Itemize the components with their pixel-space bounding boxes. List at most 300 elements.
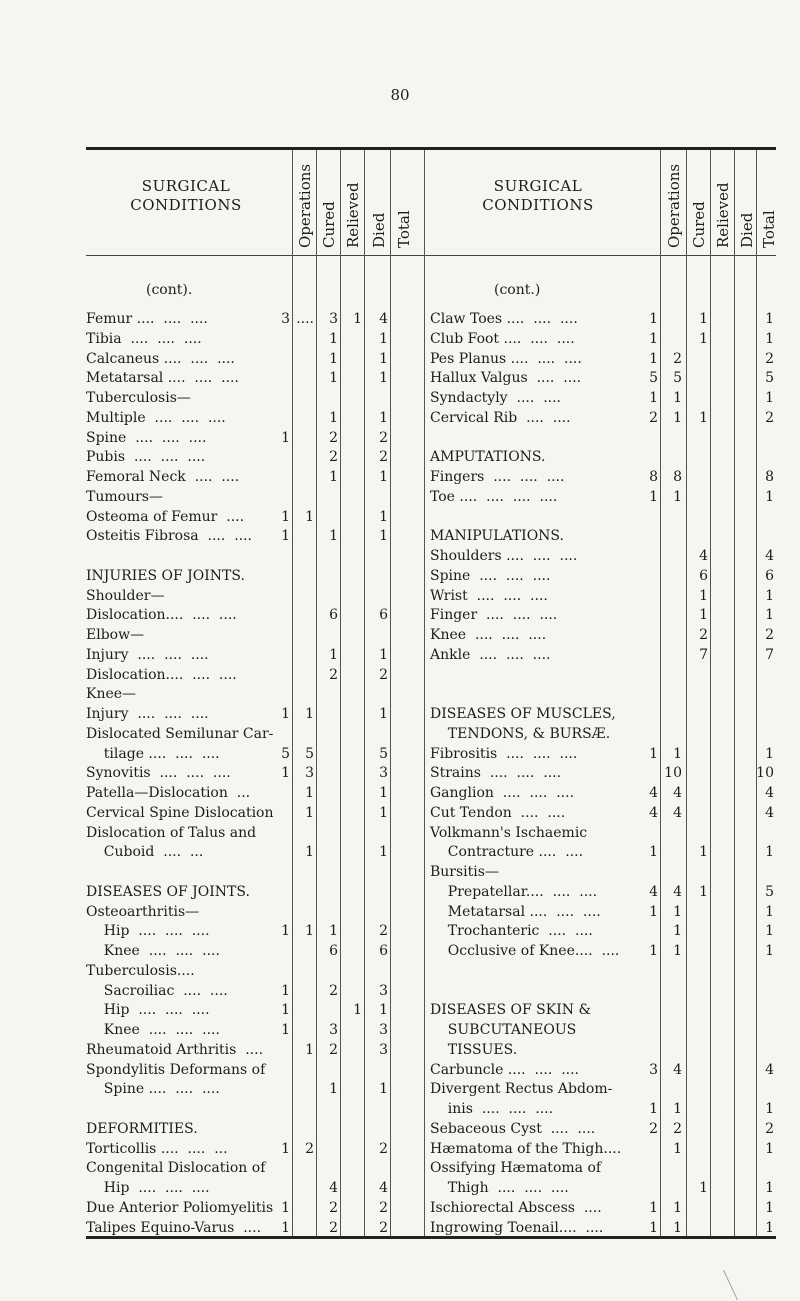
right-cell-cured: 1 bbox=[673, 903, 682, 920]
right-table-row bbox=[0, 981, 800, 1001]
left-row-label: Shoulder— bbox=[86, 587, 165, 604]
left-row-label: Dislocation.... .... .... bbox=[86, 666, 237, 683]
right-cont-label: (cont.) bbox=[494, 282, 541, 298]
right-cell-op: 1 bbox=[649, 903, 658, 920]
left-row-label: INJURIES OF JOINTS. bbox=[86, 567, 245, 584]
left-cell-cured: 1 bbox=[305, 706, 314, 722]
right-cell-cured: 4 bbox=[673, 883, 682, 900]
right-cell-cured: 1 bbox=[673, 1140, 682, 1157]
right-table-row bbox=[0, 1000, 800, 1020]
right-row-label: Ankle .... .... .... bbox=[430, 646, 551, 663]
right-row-label: AMPUTATIONS. bbox=[430, 449, 546, 466]
left-row-label: Spine .... .... .... bbox=[86, 1081, 220, 1098]
right-col-died: Died bbox=[738, 212, 756, 248]
right-table-row bbox=[0, 408, 800, 428]
right-cell-op: 1 bbox=[649, 844, 658, 861]
page-number: 80 bbox=[390, 86, 410, 104]
right-table-row bbox=[0, 941, 800, 961]
left-row-label: Dislocated Semilunar Car- bbox=[86, 725, 274, 742]
right-cell-total: 1 bbox=[765, 923, 774, 940]
right-cell-op: 2 bbox=[649, 1120, 658, 1137]
right-cell-total: 1 bbox=[765, 488, 774, 505]
left-col-cured: Cured bbox=[320, 201, 338, 248]
left-row-label: Tuberculosis— bbox=[86, 390, 191, 406]
right-cell-cured: 1 bbox=[673, 943, 682, 959]
left-cell-cured: 2 bbox=[305, 1140, 314, 1157]
right-table-row bbox=[0, 507, 800, 527]
right-row-label: Knee .... .... .... bbox=[430, 627, 547, 643]
right-cell-total: 2 bbox=[765, 350, 774, 367]
left-row-label: Calcaneus .... .... .... bbox=[86, 350, 235, 367]
left-cell-op: 1 bbox=[281, 1022, 290, 1038]
right-table-row bbox=[0, 1060, 800, 1080]
right-cell-total: 1 bbox=[765, 311, 774, 327]
right-cell-rel: 1 bbox=[699, 409, 708, 426]
left-cell-total: 1 bbox=[379, 330, 388, 347]
left-row-label: Patella—Dislocation ... bbox=[86, 785, 251, 801]
left-cell-op: 1 bbox=[281, 923, 290, 940]
right-table-row bbox=[0, 309, 800, 329]
left-cell-op: 3 bbox=[281, 311, 290, 327]
left-row-label: Spine .... .... .... bbox=[86, 429, 207, 446]
left-col-relieved: Relieved bbox=[344, 182, 362, 248]
right-row-label: TISSUES. bbox=[430, 1041, 518, 1058]
right-table-row bbox=[0, 882, 800, 902]
left-cell-cured: 1 bbox=[305, 508, 314, 525]
right-table-row bbox=[0, 921, 800, 941]
right-row-label: Finger .... .... .... bbox=[430, 607, 558, 624]
left-cell-total: 2 bbox=[379, 1219, 388, 1236]
right-cell-op: 4 bbox=[649, 883, 658, 900]
right-cell-total: 1 bbox=[765, 1199, 774, 1216]
right-table-row bbox=[0, 526, 800, 546]
left-cell-rel: 1 bbox=[329, 528, 338, 545]
right-cell-op: 1 bbox=[649, 1219, 658, 1236]
left-cell-total: 2 bbox=[379, 923, 388, 940]
left-cell-total: 2 bbox=[379, 1140, 388, 1157]
right-table-row bbox=[0, 862, 800, 882]
right-cell-total: 1 bbox=[765, 745, 774, 762]
right-cell-rel: 1 bbox=[699, 844, 708, 861]
right-row-label: Hæmatoma of the Thigh.... bbox=[430, 1140, 622, 1157]
right-row-label: Fingers .... .... .... bbox=[430, 469, 565, 485]
right-cell-total: 1 bbox=[765, 330, 774, 347]
right-row-label: Volkmann's Ischaemic bbox=[430, 824, 588, 841]
right-row-label: Prepatellar.... .... .... bbox=[430, 883, 598, 900]
left-cell-total: 3 bbox=[379, 1022, 388, 1038]
left-col-died: Died bbox=[370, 212, 388, 248]
left-cell-total: 1 bbox=[379, 508, 388, 525]
left-row-label: Cervical Spine Dislocation bbox=[86, 804, 274, 821]
right-cell-total: 1 bbox=[765, 844, 774, 861]
right-cell-total: 1 bbox=[765, 1101, 774, 1117]
right-cell-total: 10 bbox=[756, 765, 774, 782]
left-cell-total: 1 bbox=[379, 1081, 388, 1098]
right-col-operations: Operations bbox=[665, 163, 683, 248]
left-row-label: Osteoarthritis— bbox=[86, 903, 200, 920]
right-cell-cured: 1 bbox=[673, 488, 682, 505]
left-cell-total: 6 bbox=[379, 607, 388, 624]
right-cell-op: 1 bbox=[649, 943, 658, 959]
left-cell-rel: 3 bbox=[329, 1022, 338, 1038]
left-header-title bbox=[86, 177, 286, 215]
left-header-title-line2: CONDITIONS bbox=[130, 196, 242, 214]
right-row-label: Ingrowing Toenail.... .... bbox=[430, 1219, 604, 1236]
left-row-label: Tuberculosis.... bbox=[86, 962, 195, 979]
right-cell-cured: 4 bbox=[673, 804, 682, 821]
right-cell-total: 4 bbox=[765, 1061, 774, 1078]
right-table-row bbox=[0, 349, 800, 369]
right-cell-op: 1 bbox=[649, 745, 658, 762]
right-cell-total: 1 bbox=[765, 390, 774, 406]
right-cell-op: 4 bbox=[649, 804, 658, 821]
right-cell-total: 1 bbox=[765, 943, 774, 959]
right-cell-total: 2 bbox=[765, 409, 774, 426]
right-table-row bbox=[0, 467, 800, 487]
left-cell-total: 5 bbox=[379, 745, 388, 762]
right-cell-total: 4 bbox=[765, 785, 774, 801]
left-cell-rel: 1 bbox=[329, 646, 338, 663]
right-table-row bbox=[0, 704, 800, 724]
left-cell-rel: 1 bbox=[329, 923, 338, 940]
left-cell-rel: 1 bbox=[329, 469, 338, 485]
right-row-label: DISEASES OF SKIN & bbox=[430, 1002, 591, 1019]
right-table-row bbox=[0, 823, 800, 843]
left-row-label: Talipes Equino-Varus .... bbox=[86, 1219, 262, 1236]
left-cell-op: 1 bbox=[281, 429, 290, 446]
left-cell-total: 1 bbox=[379, 804, 388, 821]
right-table-row bbox=[0, 1020, 800, 1040]
left-row-label: Multiple .... .... .... bbox=[86, 409, 226, 426]
right-row-label: DISEASES OF MUSCLES, bbox=[430, 706, 616, 722]
left-row-label: Dislocation of Talus and bbox=[86, 824, 257, 841]
right-cell-op: 1 bbox=[649, 330, 658, 347]
right-cell-total: 1 bbox=[765, 1180, 774, 1196]
right-table-row bbox=[0, 1079, 800, 1099]
left-row-label: Congenital Dislocation of bbox=[86, 1160, 266, 1177]
right-table-row bbox=[0, 1040, 800, 1060]
left-cell-total: 3 bbox=[379, 1041, 388, 1058]
right-table-row bbox=[0, 605, 800, 625]
left-row-label: Dislocation.... .... .... bbox=[86, 607, 237, 624]
left-cell-rel: 2 bbox=[329, 1041, 338, 1058]
right-cell-op: 1 bbox=[649, 1101, 658, 1117]
right-cell-total: 1 bbox=[765, 587, 774, 604]
left-col-operations: Operations bbox=[296, 163, 314, 248]
left-cell-cured: 1 bbox=[305, 785, 314, 801]
left-cell-op: 1 bbox=[281, 508, 290, 525]
right-row-label: Ossifying Hæmatoma of bbox=[430, 1160, 602, 1177]
right-table-row bbox=[0, 902, 800, 922]
left-row-label: Hip .... .... .... bbox=[86, 1180, 210, 1196]
left-row-label: Hip .... .... .... bbox=[86, 923, 210, 940]
right-row-label: Pes Planus .... .... .... bbox=[430, 350, 582, 367]
right-table-row bbox=[0, 724, 800, 744]
right-cell-op: 5 bbox=[649, 370, 658, 387]
right-row-label: Strains .... .... .... bbox=[430, 765, 562, 782]
left-cell-total: 2 bbox=[379, 449, 388, 466]
left-cell-rel: 2 bbox=[329, 1219, 338, 1236]
right-table-row bbox=[0, 684, 800, 704]
right-cell-op: 1 bbox=[649, 488, 658, 505]
right-row-label: Bursitis— bbox=[430, 864, 499, 880]
right-cell-op: 2 bbox=[649, 409, 658, 426]
right-cell-rel: 1 bbox=[699, 1180, 708, 1196]
left-cell-op: 1 bbox=[281, 765, 290, 782]
left-cell-rel: 1 bbox=[329, 370, 338, 387]
right-table-row bbox=[0, 625, 800, 645]
left-row-label: Osteoma of Femur .... bbox=[86, 508, 245, 525]
left-header-title-line1: SURGICAL bbox=[141, 177, 231, 195]
right-cell-op: 1 bbox=[649, 390, 658, 406]
left-row-label: Tumours— bbox=[86, 488, 163, 505]
left-cell-total: 3 bbox=[379, 765, 388, 782]
right-row-label: Metatarsal .... .... .... bbox=[430, 903, 601, 920]
right-table-row bbox=[0, 586, 800, 606]
right-table-row bbox=[0, 388, 800, 408]
left-cell-total: 1 bbox=[379, 706, 388, 722]
right-table-row bbox=[0, 447, 800, 467]
left-cell-rel: 6 bbox=[329, 943, 338, 959]
left-cell-rel: 2 bbox=[329, 982, 338, 999]
right-cell-total: 1 bbox=[765, 1219, 774, 1236]
right-header-title-line1: SURGICAL bbox=[493, 177, 583, 195]
left-cell-cured: 1 bbox=[305, 923, 314, 940]
right-table-row bbox=[0, 368, 800, 388]
right-row-label: Ischiorectal Abscess .... bbox=[430, 1199, 602, 1216]
right-cell-rel: 1 bbox=[699, 311, 708, 327]
left-row-label: Hip .... .... .... bbox=[86, 1002, 210, 1019]
left-cell-rel: 2 bbox=[329, 1199, 338, 1216]
right-row-label: Sebaceous Cyst .... .... bbox=[430, 1120, 596, 1137]
left-row-label: Osteitis Fibrosa .... .... bbox=[86, 528, 252, 545]
right-table-row bbox=[0, 842, 800, 862]
left-row-label: Rheumatoid Arthritis .... bbox=[86, 1041, 264, 1058]
right-row-label: Toe .... .... .... .... bbox=[430, 488, 558, 505]
left-cell-rel: 2 bbox=[329, 429, 338, 446]
right-row-label: SUBCUTANEOUS bbox=[430, 1022, 577, 1038]
right-table-row bbox=[0, 329, 800, 349]
right-row-label: Divergent Rectus Abdom- bbox=[430, 1081, 613, 1098]
left-cell-total: 4 bbox=[379, 311, 388, 327]
left-row-label: Femoral Neck .... .... bbox=[86, 469, 240, 485]
left-cell-op: 1 bbox=[281, 1140, 290, 1157]
right-row-label: Wrist .... .... .... bbox=[430, 587, 548, 604]
right-row-label: Club Foot .... .... .... bbox=[430, 330, 575, 347]
right-row-label: MANIPULATIONS. bbox=[430, 528, 564, 545]
right-cell-rel: 1 bbox=[699, 587, 708, 604]
left-cell-total: 1 bbox=[379, 844, 388, 861]
left-cell-total: 1 bbox=[379, 469, 388, 485]
table-top-rule bbox=[86, 147, 776, 150]
right-table-row bbox=[0, 763, 800, 783]
right-table-row bbox=[0, 665, 800, 685]
left-row-label: Synovitis .... .... .... bbox=[86, 765, 231, 782]
right-row-label: Spine .... .... .... bbox=[430, 567, 551, 584]
right-table-row bbox=[0, 744, 800, 764]
right-table-row bbox=[0, 803, 800, 823]
left-cell-total: 1 bbox=[379, 1002, 388, 1019]
right-cell-op: 1 bbox=[649, 1199, 658, 1216]
left-cell-total: 1 bbox=[379, 409, 388, 426]
left-row-label: Spondylitis Deformans of bbox=[86, 1061, 266, 1078]
right-cell-cured: 10 bbox=[664, 765, 682, 782]
header-rule bbox=[86, 255, 776, 256]
right-row-label: Trochanteric .... .... bbox=[430, 923, 593, 940]
right-cell-op: 1 bbox=[649, 311, 658, 327]
right-cell-cured: 4 bbox=[673, 785, 682, 801]
right-row-label: Contracture .... .... bbox=[430, 844, 584, 861]
left-cell-total: 1 bbox=[379, 785, 388, 801]
left-cell-rel: 6 bbox=[329, 607, 338, 624]
left-row-label: Torticollis .... .... ... bbox=[86, 1140, 228, 1157]
right-table-row bbox=[0, 645, 800, 665]
left-row-label: Knee .... .... .... bbox=[86, 943, 220, 959]
right-cell-total: 7 bbox=[765, 646, 774, 663]
right-cell-cured: 1 bbox=[673, 390, 682, 406]
right-table-row bbox=[0, 1218, 800, 1238]
left-cell-cured: 1 bbox=[305, 844, 314, 861]
right-cell-rel: 1 bbox=[699, 607, 708, 624]
right-table-row bbox=[0, 1198, 800, 1218]
right-cell-op: 4 bbox=[649, 785, 658, 801]
right-col-cured: Cured bbox=[690, 201, 708, 248]
left-row-label: Cuboid .... ... bbox=[86, 844, 204, 861]
right-cell-op: 8 bbox=[649, 469, 658, 485]
right-table-row bbox=[0, 566, 800, 586]
left-col-total: Total bbox=[395, 210, 413, 248]
right-table-row bbox=[0, 428, 800, 448]
right-row-label: Syndactyly .... .... bbox=[430, 390, 561, 406]
left-row-label: Femur .... .... .... bbox=[86, 311, 208, 327]
right-cell-total: 4 bbox=[765, 804, 774, 821]
right-cell-cured: 1 bbox=[673, 923, 682, 940]
right-cell-cured: 1 bbox=[673, 1199, 682, 1216]
right-cell-rel: 2 bbox=[699, 627, 708, 643]
right-cell-cured: 1 bbox=[673, 1219, 682, 1236]
left-row-label: Injury .... .... .... bbox=[86, 706, 209, 722]
right-cell-cured: 2 bbox=[673, 1120, 682, 1137]
right-table-row bbox=[0, 1139, 800, 1159]
right-cell-total: 6 bbox=[765, 567, 774, 584]
right-cell-total: 8 bbox=[765, 469, 774, 485]
right-cell-rel: 1 bbox=[699, 883, 708, 900]
right-cell-cured: 5 bbox=[673, 370, 682, 387]
right-cell-cured: 1 bbox=[673, 1101, 682, 1117]
left-cell-op: 1 bbox=[281, 1219, 290, 1236]
right-table-row bbox=[0, 1099, 800, 1119]
left-row-label: tilage .... .... .... bbox=[86, 745, 220, 762]
right-cell-rel: 7 bbox=[699, 646, 708, 663]
right-cell-total: 2 bbox=[765, 627, 774, 643]
left-cell-total: 2 bbox=[379, 429, 388, 446]
left-cell-rel: 1 bbox=[329, 1081, 338, 1098]
left-row-label: Knee— bbox=[86, 686, 137, 703]
left-cell-died: 1 bbox=[353, 311, 362, 327]
right-cell-rel: 6 bbox=[699, 567, 708, 584]
right-cell-rel: 4 bbox=[699, 548, 708, 564]
right-table-row bbox=[0, 1178, 800, 1198]
left-cell-rel: 1 bbox=[329, 409, 338, 426]
left-cell-total: 4 bbox=[379, 1180, 388, 1196]
right-cell-op: 1 bbox=[649, 350, 658, 367]
left-cell-total: 2 bbox=[379, 666, 388, 683]
right-row-label: inis .... .... .... bbox=[430, 1101, 554, 1117]
left-cell-cured: .... bbox=[296, 311, 314, 327]
right-cell-rel: 1 bbox=[699, 330, 708, 347]
left-cell-cured: 1 bbox=[305, 804, 314, 821]
right-cell-cured: 2 bbox=[673, 350, 682, 367]
right-cell-total: 1 bbox=[765, 607, 774, 624]
left-cell-cured: 3 bbox=[305, 765, 314, 782]
right-table-row bbox=[0, 961, 800, 981]
right-table-row bbox=[0, 487, 800, 507]
left-cell-rel: 2 bbox=[329, 449, 338, 466]
left-cont-label: (cont). bbox=[146, 282, 193, 298]
left-row-label: Pubis .... .... .... bbox=[86, 449, 206, 466]
left-row-label: Elbow— bbox=[86, 627, 145, 643]
right-row-label: Shoulders .... .... .... bbox=[430, 548, 578, 564]
left-cell-op: 1 bbox=[281, 1002, 290, 1019]
right-row-label: Thigh .... .... .... bbox=[430, 1180, 569, 1196]
left-cell-rel: 1 bbox=[329, 330, 338, 347]
left-row-label: Knee .... .... .... bbox=[86, 1022, 220, 1038]
right-row-label: Fibrositis .... .... .... bbox=[430, 745, 578, 762]
left-row-label: Metatarsal .... .... .... bbox=[86, 370, 239, 387]
left-row-label: Due Anterior Poliomyelitis bbox=[86, 1199, 274, 1216]
left-cell-rel: 3 bbox=[329, 311, 338, 327]
right-cell-total: 1 bbox=[765, 1140, 774, 1157]
right-col-total: Total bbox=[760, 210, 778, 248]
right-cell-cured: 1 bbox=[673, 745, 682, 762]
left-cell-total: 1 bbox=[379, 646, 388, 663]
left-row-label: Sacroiliac .... .... bbox=[86, 982, 228, 999]
left-cell-op: 1 bbox=[281, 528, 290, 545]
left-cell-total: 1 bbox=[379, 528, 388, 545]
left-cell-total: 6 bbox=[379, 943, 388, 959]
right-cell-total: 2 bbox=[765, 1120, 774, 1137]
left-cell-cured: 5 bbox=[305, 745, 314, 762]
right-cell-op: 3 bbox=[649, 1061, 658, 1078]
left-cell-died: 1 bbox=[353, 1002, 362, 1019]
right-cell-cured: 4 bbox=[673, 1061, 682, 1078]
left-cell-cured: 1 bbox=[305, 1041, 314, 1058]
right-cell-total: 5 bbox=[765, 883, 774, 900]
left-cell-op: 1 bbox=[281, 982, 290, 999]
right-row-label: Ganglion .... .... .... bbox=[430, 785, 575, 801]
right-header-title-line2: CONDITIONS bbox=[482, 196, 594, 214]
left-cell-rel: 1 bbox=[329, 350, 338, 367]
left-cell-op: 1 bbox=[281, 706, 290, 722]
right-row-label: Occlusive of Knee.... .... bbox=[430, 943, 620, 959]
right-cell-cured: 1 bbox=[673, 409, 682, 426]
right-table-row bbox=[0, 783, 800, 803]
left-row-label: DISEASES OF JOINTS. bbox=[86, 883, 250, 900]
left-cell-rel: 4 bbox=[329, 1180, 338, 1196]
right-header-title bbox=[428, 177, 648, 215]
right-cell-total: 1 bbox=[765, 903, 774, 920]
left-row-label: Injury .... .... .... bbox=[86, 646, 209, 663]
right-row-label: Cervical Rib .... .... bbox=[430, 409, 571, 426]
left-row-label: Tibia .... .... .... bbox=[86, 330, 202, 347]
right-table-row bbox=[0, 546, 800, 566]
right-row-label: Carbuncle .... .... .... bbox=[430, 1061, 580, 1078]
right-table-row bbox=[0, 1158, 800, 1178]
left-cell-total: 1 bbox=[379, 350, 388, 367]
right-table-row bbox=[0, 1119, 800, 1139]
right-row-label: Cut Tendon .... .... bbox=[430, 804, 566, 821]
left-row-label: DEFORMITIES. bbox=[86, 1120, 198, 1137]
